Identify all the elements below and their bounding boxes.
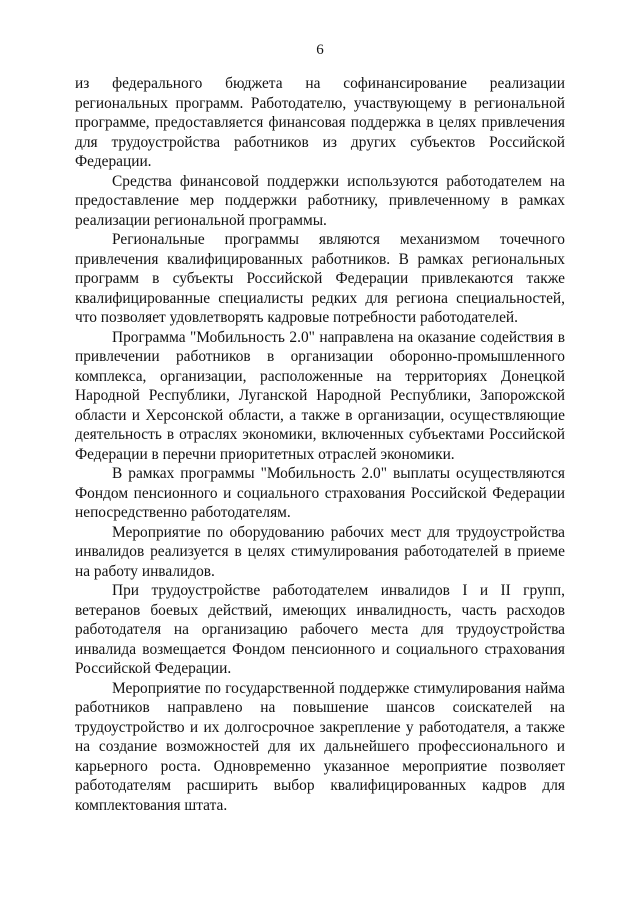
paragraph-8: Мероприятие по государственной поддержке стимулирования найма работников направлено на повышение шансов соискателей на трудоустройство и их долгосрочное закрепление у работодателя, а также на создание возможностей для их дальнейшего профессионального и карьерного роста. Одновременно указанное мероприятие позволяет работодателям расширить выбор квалифицированных кадров для комплектования штата. xyxy=(75,679,565,814)
paragraph-2: Средства финансовой поддержки используются работодателем на предоставление мер поддержки работнику, привлеченному в рамках реализации региональной программы. xyxy=(75,172,565,229)
document-body xyxy=(75,74,565,815)
paragraph-5: В рамках программы "Мобильность 2.0" выплаты осуществляются Фондом пенсионного и социального страхования Российской Федерации непосредственно работодателям. xyxy=(75,465,565,521)
page-number: 6 xyxy=(316,42,324,58)
paragraph-1: из федерального бюджета на софинансирование реализации региональных программ. Работодателю, участвующему в региональной программе, предоставляется финансовая поддержка в целях привлечения для трудоустройства работников из других субъектов Российской Федерации. xyxy=(75,75,565,170)
paragraph-7: При трудоустройстве работодателем инвалидов I и II групп, ветеранов боевых действий, имеющих инвалидность, часть расходов работодателя на организацию рабочего места для трудоустройства инвалида возмещается Фондом пенсионного и социального страхования Российской Федерации. xyxy=(75,582,565,677)
paragraph-3: Региональные программы являются механизмом точечного привлечения квалифицированных работников. В рамках региональных программ в субъекты Российской Федерации привлекаются также квалифицированные специалисты редких для региона специальностей, что позволяет удовлетворять кадровые потребности работодателей. xyxy=(75,231,565,326)
paragraph-4: Программа "Мобильность 2.0" направлена на оказание содействия в привлечении работников в организации оборонно-промышленного комплекса, организации, расположенные на территориях Донецкой Народной Республики, Луганской Народной Республики, Запорожской области и Херсонской области, а также в организации, осуществляющие деятельность в отраслях экономики, включенных субъектами Российской Федерации в перечни приоритетных отраслей экономики. xyxy=(75,328,565,463)
paragraph-6: Мероприятие по оборудованию рабочих мест для трудоустройства инвалидов реализуется в целях стимулирования работодателей в приеме на работу инвалидов. xyxy=(75,523,565,580)
